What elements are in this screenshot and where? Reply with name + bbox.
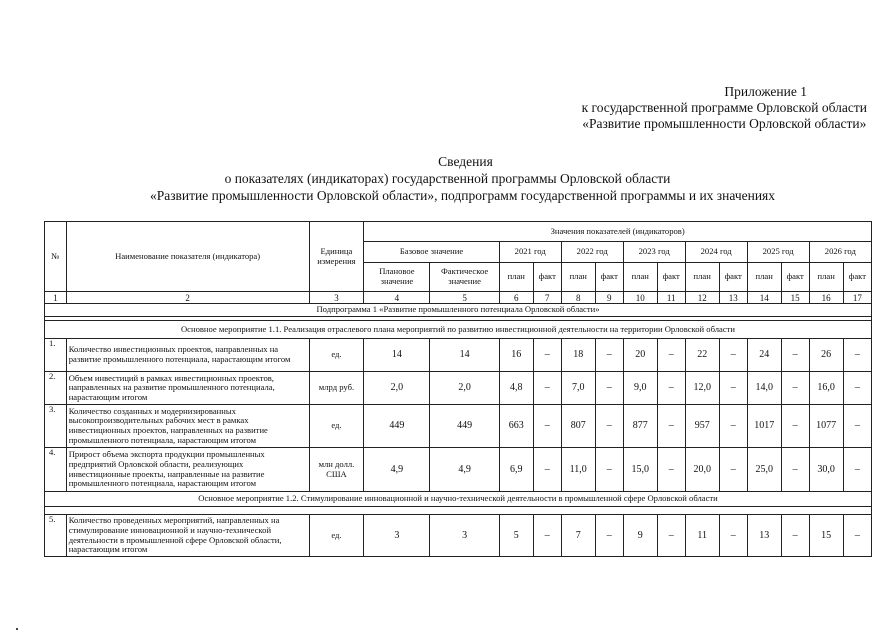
- value-cell: –: [843, 405, 871, 448]
- value-cell: –: [781, 405, 809, 448]
- column-number: 12: [685, 292, 719, 304]
- col-header-base: Базовое значение: [364, 242, 499, 263]
- column-number: 3: [309, 292, 364, 304]
- column-number: 13: [719, 292, 747, 304]
- value-cell: –: [595, 448, 623, 492]
- col-header-year-2025: 2025 год: [747, 242, 809, 263]
- value-cell: 6,9: [499, 448, 533, 492]
- col-header-plan: план: [809, 263, 843, 292]
- col-header-base-plan: Плановое значение: [364, 263, 430, 292]
- value-cell: –: [595, 515, 623, 557]
- value-cell: –: [595, 339, 623, 372]
- value-cell: 15: [809, 515, 843, 557]
- value-cell: 1077: [809, 405, 843, 448]
- column-number: 4: [364, 292, 430, 304]
- value-cell: 807: [561, 405, 595, 448]
- activity-row: [45, 492, 872, 507]
- col-header-year-2021: 2021 год: [499, 242, 561, 263]
- column-number: 7: [533, 292, 561, 304]
- value-cell: 5: [499, 515, 533, 557]
- header-row-1: [45, 222, 872, 242]
- value-cell: 16: [499, 339, 533, 372]
- value-cell: 9,0: [623, 372, 657, 405]
- value-cell: –: [781, 448, 809, 492]
- activity-row: [45, 321, 872, 339]
- indicator-name: Количество инвестиционных проектов, направленных на развитие промышленного потенциала, нарастающим итогом: [66, 339, 309, 372]
- col-header-fact: факт: [533, 263, 561, 292]
- value-cell: –: [843, 339, 871, 372]
- value-cell: 4,9: [364, 448, 430, 492]
- value-cell: –: [719, 448, 747, 492]
- col-header-year-2024: 2024 год: [685, 242, 747, 263]
- value-cell: –: [657, 339, 685, 372]
- value-cell: 4,8: [499, 372, 533, 405]
- col-header-fact: факт: [719, 263, 747, 292]
- value-cell: –: [719, 372, 747, 405]
- appendix-header: [582, 84, 867, 132]
- col-header-num: №: [45, 222, 67, 292]
- subprogram-row: [45, 304, 872, 317]
- value-cell: 14: [430, 339, 499, 372]
- col-header-fact: факт: [595, 263, 623, 292]
- value-cell: –: [533, 372, 561, 405]
- value-cell: –: [533, 515, 561, 557]
- value-cell: 24: [747, 339, 781, 372]
- value-cell: 9: [623, 515, 657, 557]
- column-number: 15: [781, 292, 809, 304]
- value-cell: 22: [685, 339, 719, 372]
- value-cell: 18: [561, 339, 595, 372]
- column-number: 17: [843, 292, 871, 304]
- column-number: 5: [430, 292, 499, 304]
- table-row: [45, 448, 872, 492]
- value-cell: 20: [623, 339, 657, 372]
- value-cell: –: [657, 372, 685, 405]
- indicator-name: Прирост объема экспорта продукции промышленных предприятий Орловской области, реализующих инвестиционные проекты, направленные на развитие промышленного потенциала, нарастающим итогом: [66, 448, 309, 492]
- title-line-3: «Развитие промышленности Орловской области», подпрограмм государственной программы и их значениях: [149, 188, 776, 203]
- indicators-table: [44, 221, 872, 557]
- col-header-plan: план: [623, 263, 657, 292]
- value-cell: –: [843, 372, 871, 405]
- value-cell: 30,0: [809, 448, 843, 492]
- value-cell: 11,0: [561, 448, 595, 492]
- spacer-cell: [45, 507, 872, 515]
- value-cell: –: [533, 448, 561, 492]
- value-cell: 1017: [747, 405, 781, 448]
- row-number: 3.: [45, 405, 67, 448]
- activity-title: Основное мероприятие 1.2. Стимулирование инновационной и научно-технической деятельности в промышленной сфере Орловской области: [45, 492, 872, 507]
- indicator-name: Количество созданных и модернизированных высокопроизводительных рабочих мест в рамках инвестиционных проектов, направленных на развитие промышленного потенциала, нарастающим итогом: [66, 405, 309, 448]
- row-number: 4.: [45, 448, 67, 492]
- column-number: 11: [657, 292, 685, 304]
- indicator-unit: млрд руб.: [309, 372, 364, 405]
- value-cell: 14,0: [747, 372, 781, 405]
- appendix-line-1: Приложение 1: [724, 84, 807, 99]
- value-cell: –: [595, 405, 623, 448]
- col-header-unit: Единица измерения: [309, 222, 364, 292]
- value-cell: –: [657, 448, 685, 492]
- col-header-year-2022: 2022 год: [561, 242, 623, 263]
- value-cell: –: [843, 448, 871, 492]
- appendix-line-2: к государственной программе Орловской области: [581, 100, 867, 115]
- col-header-plan: план: [499, 263, 533, 292]
- value-cell: 12,0: [685, 372, 719, 405]
- indicator-unit: ед.: [309, 515, 364, 557]
- value-cell: –: [781, 515, 809, 557]
- column-number: 10: [623, 292, 657, 304]
- value-cell: 449: [364, 405, 430, 448]
- column-number: 9: [595, 292, 623, 304]
- value-cell: 20,0: [685, 448, 719, 492]
- indicator-unit: ед.: [309, 339, 364, 372]
- column-number: 16: [809, 292, 843, 304]
- value-cell: –: [781, 372, 809, 405]
- value-cell: 663: [499, 405, 533, 448]
- row-number: 1.: [45, 339, 67, 372]
- document-title: [0, 153, 895, 204]
- spacer-row: [45, 507, 872, 515]
- col-header-name: Наименование показателя (индикатора): [66, 222, 309, 292]
- title-line-2: о показателях (индикаторах) государственной программы Орловской области: [224, 171, 671, 186]
- col-header-fact: факт: [657, 263, 685, 292]
- value-cell: –: [781, 339, 809, 372]
- col-header-plan: план: [747, 263, 781, 292]
- table-row: [45, 405, 872, 448]
- col-header-plan: план: [561, 263, 595, 292]
- value-cell: –: [533, 405, 561, 448]
- col-header-fact: факт: [781, 263, 809, 292]
- value-cell: 16,0: [809, 372, 843, 405]
- column-number: 6: [499, 292, 533, 304]
- indicator-name: Количество проведенных мероприятий, направленных на стимулирование инновационной и научно-технической деятельности в промышленной сфере Орловской области, нарастающим итогом: [66, 515, 309, 557]
- value-cell: 26: [809, 339, 843, 372]
- value-cell: 25,0: [747, 448, 781, 492]
- appendix-line-3: «Развитие промышленности Орловской области»: [582, 116, 867, 131]
- col-header-values-group: Значения показателей (индикаторов): [364, 222, 872, 242]
- value-cell: 449: [430, 405, 499, 448]
- value-cell: –: [657, 405, 685, 448]
- value-cell: 4,9: [430, 448, 499, 492]
- value-cell: –: [719, 339, 747, 372]
- value-cell: –: [719, 405, 747, 448]
- table-row: [45, 339, 872, 372]
- col-header-base-fact: Фактическое значение: [430, 263, 499, 292]
- value-cell: 3: [430, 515, 499, 557]
- value-cell: 13: [747, 515, 781, 557]
- value-cell: 7: [561, 515, 595, 557]
- value-cell: 11: [685, 515, 719, 557]
- value-cell: 957: [685, 405, 719, 448]
- scan-speck: [16, 628, 18, 630]
- column-number: 1: [45, 292, 67, 304]
- value-cell: 2,0: [364, 372, 430, 405]
- row-number: 5.: [45, 515, 67, 557]
- value-cell: –: [595, 372, 623, 405]
- table-row: [45, 515, 872, 557]
- subprogram-title: Подпрограмма 1 «Развитие промышленного потенциала Орловской области»: [45, 304, 872, 317]
- title-line-1: Сведения: [438, 154, 493, 169]
- value-cell: 3: [364, 515, 430, 557]
- col-header-fact: факт: [843, 263, 871, 292]
- column-number: 8: [561, 292, 595, 304]
- col-header-plan: план: [685, 263, 719, 292]
- value-cell: 877: [623, 405, 657, 448]
- col-header-year-2026: 2026 год: [809, 242, 871, 263]
- indicator-unit: млн долл. США: [309, 448, 364, 492]
- value-cell: –: [533, 339, 561, 372]
- value-cell: 2,0: [430, 372, 499, 405]
- table-row: [45, 372, 872, 405]
- indicator-name: Объем инвестиций в рамках инвестиционных проектов, направленных на развитие промышленного потенциала, нарастающим итогом: [66, 372, 309, 405]
- activity-title: Основное мероприятие 1.1. Реализация отраслевого плана мероприятий по развитию инвестиционной деятельности на территории Орловской области: [45, 321, 872, 339]
- value-cell: 15,0: [623, 448, 657, 492]
- value-cell: 14: [364, 339, 430, 372]
- col-header-year-2023: 2023 год: [623, 242, 685, 263]
- value-cell: 7,0: [561, 372, 595, 405]
- value-cell: –: [843, 515, 871, 557]
- column-number-row: [45, 292, 872, 304]
- indicator-unit: ед.: [309, 405, 364, 448]
- row-number: 2.: [45, 372, 67, 405]
- column-number: 2: [66, 292, 309, 304]
- column-number: 14: [747, 292, 781, 304]
- value-cell: –: [719, 515, 747, 557]
- value-cell: –: [657, 515, 685, 557]
